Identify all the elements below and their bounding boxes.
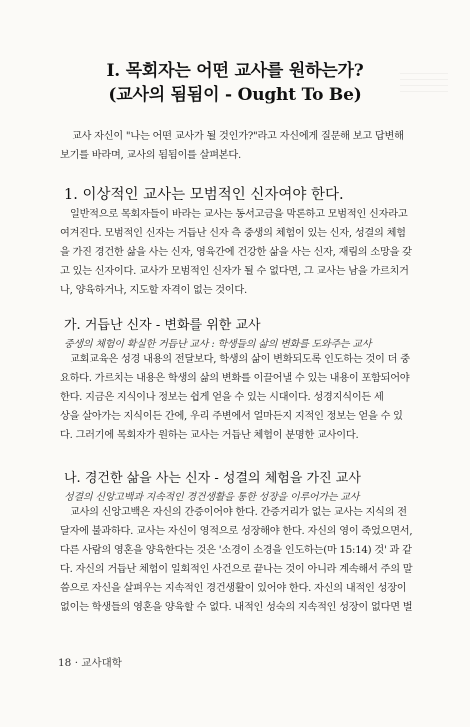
subsection-ga-body — [60, 350, 412, 445]
text-line: 다. 자신의 거듭난 체험이 일회적인 사건으로 끝나는 것이 아니라 계속해서 주의 말 — [60, 564, 413, 575]
text-line: 다. 그러기에 목회자가 원하는 교사는 거듭난 체험이 분명한 교사이다. — [60, 430, 359, 441]
text-line: 없이는 학생들의 영혼을 양육할 수 없다. 내적인 성숙의 지속적인 성장이 없다면 벌 — [60, 602, 413, 613]
subsection-subtitle-na: 성결의 신앙고백과 지속적인 경건생활을 통한 성장을 이루어가는 교사 — [64, 492, 360, 503]
text-line: 교회교육은 성경 내용의 전달보다, 학생의 삶이 변화되도록 인도하는 것이 더 중 — [70, 354, 410, 365]
intro-paragraph — [60, 127, 412, 165]
subsection-subtitle-ga: 중생의 체험이 확실한 거듭난 교사 : 학생들의 삶의 변화를 도와주는 교사 — [64, 339, 372, 350]
section-heading-1: 1. 이상적인 교사는 모범적인 신자여야 한다. — [64, 187, 344, 203]
text-line: 나, 양육하거나, 지도할 자격이 없는 것이다. — [60, 285, 247, 296]
text-line: 을 가진 경건한 삶을 사는 신자, 영육간에 건강한 삶을 사는 신자, 재림의 소망을 갖 — [60, 247, 412, 258]
text-line: 교사의 신앙고백은 자신의 간증이어야 한다. 간증거리가 없는 교사는 지식의 전 — [70, 507, 407, 518]
text-line: 다른 사람의 영혼을 양육한다는 것은 '소경이 소경을 인도하는(마 15:14) 것' 과 같 — [60, 545, 412, 556]
section-1-body — [60, 205, 412, 300]
text-line: 상을 살아가는 지식이든 간에, 우리 주변에서 얼마든지 지적인 정보는 얻을 수 있 — [60, 411, 403, 422]
text-line: 달자에 불과하다. 교사는 자신이 영적으로 성장해야 한다. 자신의 영이 죽었으면서, — [60, 526, 413, 537]
page-footer: 18 · 교사대학 — [58, 657, 122, 669]
text-line: 교사 자신이 "나는 어떤 교사가 될 것인가?"라고 자신에게 질문해 보고 답변해 — [72, 131, 404, 142]
subsection-na-body — [60, 503, 412, 617]
text-line: 여겨진다. 모범적인 신자는 거듭난 신자 측 중생의 체험이 있는 신자, 성결의 체험 — [60, 228, 406, 239]
text-line: 일반적으로 목회자들이 바라는 교사는 동서고금을 막론하고 모범적인 신자라고 — [70, 209, 408, 220]
text-line: 요하다. 가르치는 내용은 학생의 삶의 변화를 이끌어낼 수 있는 내용이 포함되어야 — [60, 373, 410, 384]
chapter-title: I. 목회자는 어떤 교사를 원하는가? — [106, 61, 364, 81]
subsection-heading-na: 나. 경건한 삶을 사는 신자 - 성결의 체험을 가진 교사 — [64, 471, 361, 486]
subsection-heading-ga: 가. 거듭난 신자 - 변화를 위한 교사 — [64, 318, 261, 333]
chapter-subtitle: (교사의 됨됨이 - Ought To Be) — [108, 85, 362, 105]
text-line: 씀으로 자신을 살펴우는 지속적인 경건생활이 있어야 한다. 자신의 내적인 성장이 — [60, 583, 407, 594]
text-line: 고 있는 신자이다. 교사가 모범적인 신자가 될 수 없다면, 그 교사는 남을 가르치거 — [60, 266, 409, 277]
text-line: 보기를 바라며, 교사의 됨됨이를 살펴본다. — [60, 150, 241, 161]
text-line: 한다. 지금은 지식이나 정보는 쉽게 얻을 수 있는 시대이다. 성경지식이든 세 — [60, 392, 384, 403]
